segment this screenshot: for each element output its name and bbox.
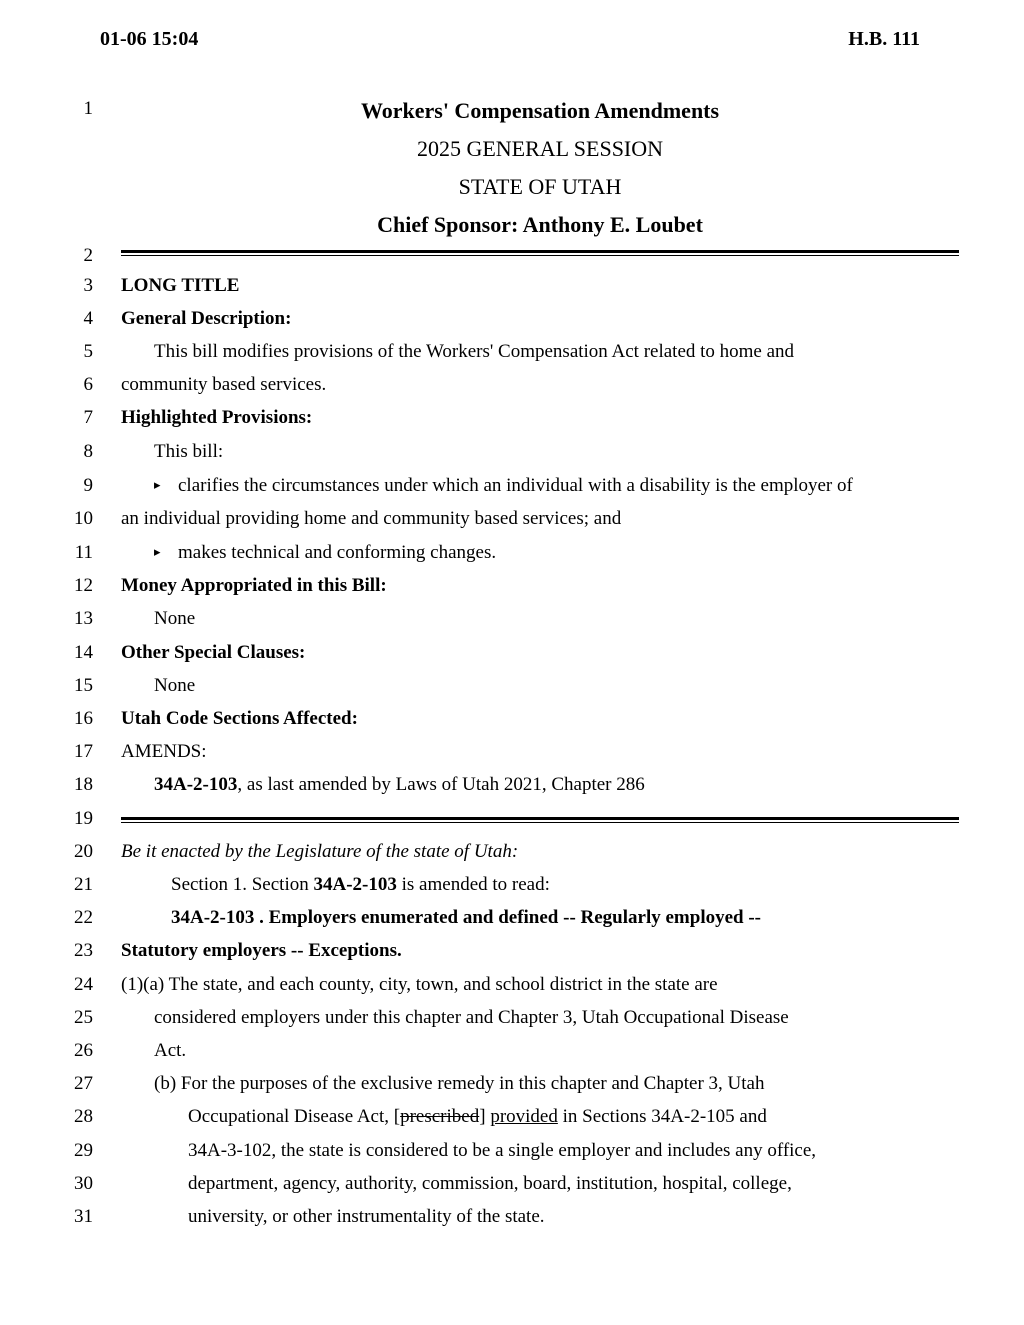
section-intro-text: Section 1. Section bbox=[171, 874, 314, 895]
line-number: 16 bbox=[74, 708, 93, 729]
line-number: 4 bbox=[83, 308, 93, 329]
header-bill-number: H.B. 111 bbox=[848, 28, 920, 50]
provision-text: makes technical and conforming changes. bbox=[178, 542, 497, 563]
amended-section-entry bbox=[154, 774, 645, 796]
chief-sponsor: Chief Sponsor: Anthony E. Loubet bbox=[377, 212, 703, 237]
line-number: 5 bbox=[83, 341, 93, 362]
provision-text-continued: an individual providing home and community based services; and bbox=[121, 508, 622, 529]
special-clauses-value: None bbox=[154, 675, 196, 696]
header-date-time: 01-06 15:04 bbox=[100, 28, 199, 50]
session-label: 2025 GENERAL SESSION bbox=[416, 136, 664, 161]
line-number: 9 bbox=[83, 475, 93, 496]
line-number: 11 bbox=[74, 542, 93, 563]
line-number: 30 bbox=[74, 1173, 93, 1194]
subsection-text: 34A-3-102, the state is considered to be a single employer and includes any office, bbox=[188, 1140, 817, 1161]
section-title: 34A-2-103 . Employers enumerated and defined -- Regularly employed -- bbox=[171, 907, 762, 928]
bullet-icon: ▸ bbox=[154, 544, 161, 559]
subsection-text: considered employers under this chapter and Chapter 3, Utah Occupational Disease bbox=[154, 1007, 789, 1028]
special-clauses-heading: Other Special Clauses: bbox=[121, 642, 306, 663]
line-number: 26 bbox=[74, 1040, 93, 1061]
bill-title: Workers' Compensation Amendments bbox=[360, 98, 720, 123]
money-appropriated-value: None bbox=[154, 608, 196, 629]
section-intro bbox=[171, 874, 550, 896]
section-intro-text: is amended to read: bbox=[396, 874, 550, 895]
subsection-text: (1)(a) The state, and each county, city, town, and school district in the state are bbox=[121, 974, 718, 995]
line-number: 21 bbox=[74, 874, 93, 895]
this-bill-label: This bill: bbox=[154, 441, 224, 462]
amends-label: AMENDS: bbox=[121, 741, 207, 762]
subsection-text: ] bbox=[479, 1106, 491, 1127]
subsection-text: in Sections 34A-2-105 and bbox=[557, 1106, 767, 1127]
line-number: 18 bbox=[74, 774, 93, 795]
subsection-text: Occupational Disease Act, [ bbox=[188, 1106, 401, 1127]
section-divider bbox=[121, 817, 959, 823]
line-number: 28 bbox=[74, 1106, 93, 1127]
struck-text: prescribed bbox=[400, 1106, 480, 1127]
sections-affected-heading: Utah Code Sections Affected: bbox=[121, 708, 358, 729]
section-intro-code: 34A-2-103 bbox=[313, 874, 397, 895]
line-number: 2 bbox=[83, 245, 93, 266]
subsection-text: Act. bbox=[154, 1040, 187, 1061]
provision-bullet bbox=[154, 542, 496, 564]
line-number: 25 bbox=[74, 1007, 93, 1028]
general-description-text: community based services. bbox=[121, 374, 327, 395]
section-title-continued: Statutory employers -- Exceptions. bbox=[121, 940, 402, 961]
long-title-heading: LONG TITLE bbox=[121, 275, 240, 296]
highlighted-provisions-heading: Highlighted Provisions: bbox=[121, 407, 313, 428]
line-number: 12 bbox=[74, 575, 93, 596]
enacting-clause: Be it enacted by the Legislature of the state of Utah: bbox=[121, 841, 519, 862]
line-number: 8 bbox=[83, 441, 93, 462]
subsection-text: (b) For the purposes of the exclusive remedy in this chapter and Chapter 3, Utah bbox=[154, 1073, 765, 1094]
line-number: 13 bbox=[74, 608, 93, 629]
line-number: 7 bbox=[83, 407, 93, 428]
line-number: 27 bbox=[74, 1073, 93, 1094]
line-number: 23 bbox=[74, 940, 93, 961]
amended-section-note: , as last amended by Laws of Utah 2021, Chapter 286 bbox=[237, 774, 645, 795]
provision-text: clarifies the circumstances under which an individual with a disability is the employer of bbox=[178, 475, 853, 496]
line-number: 31 bbox=[74, 1206, 93, 1227]
money-appropriated-heading: Money Appropriated in this Bill: bbox=[121, 575, 387, 596]
line-number: 10 bbox=[74, 508, 93, 529]
line-number: 20 bbox=[74, 841, 93, 862]
subsection-text: department, agency, authority, commission, board, institution, hospital, college, bbox=[188, 1173, 792, 1194]
line-number: 29 bbox=[74, 1140, 93, 1161]
line-number: 6 bbox=[83, 374, 93, 395]
amended-section-code: 34A-2-103 bbox=[154, 774, 238, 795]
bullet-icon: ▸ bbox=[154, 477, 161, 492]
general-description-text: This bill modifies provisions of the Workers' Compensation Act related to home and bbox=[154, 341, 795, 362]
general-description-heading: General Description: bbox=[121, 308, 292, 329]
inserted-text: provided bbox=[490, 1106, 558, 1127]
subsection-text: university, or other instrumentality of the state. bbox=[188, 1206, 545, 1227]
section-divider bbox=[121, 250, 959, 256]
line-number: 15 bbox=[74, 675, 93, 696]
line-number: 24 bbox=[74, 974, 93, 995]
line-number: 17 bbox=[74, 741, 93, 762]
line-number: 1 bbox=[83, 98, 93, 119]
provision-bullet bbox=[154, 475, 853, 497]
line-number: 22 bbox=[74, 907, 93, 928]
line-number: 3 bbox=[83, 275, 93, 296]
line-number: 14 bbox=[74, 642, 93, 663]
subsection-amended-line bbox=[188, 1106, 767, 1128]
line-number: 19 bbox=[74, 808, 93, 829]
state-label: STATE OF UTAH bbox=[458, 174, 622, 199]
